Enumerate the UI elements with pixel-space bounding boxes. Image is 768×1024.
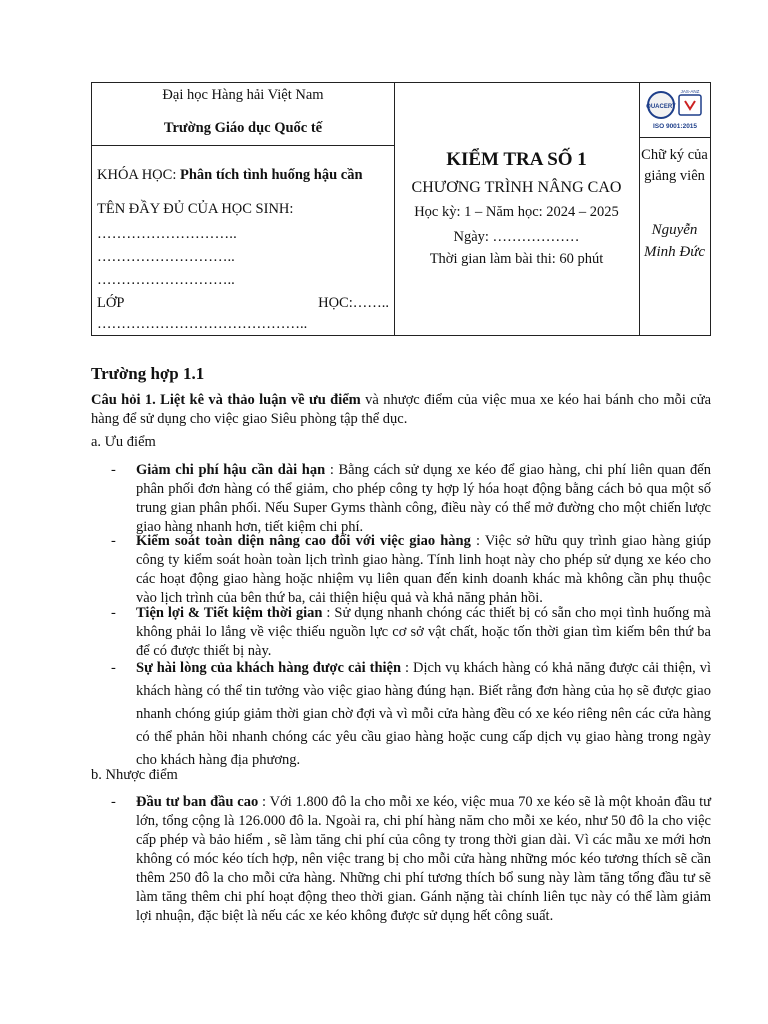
item-title: Tiện lợi & Tiết kiệm thời gian: [136, 605, 323, 621]
student-name-label: TÊN ĐẦY ĐỦ CỦA HỌC SINH:: [97, 201, 294, 217]
exam-duration: Thời gian làm bài thi: 60 phút: [429, 251, 604, 267]
item-title: Đầu tư ban đầu cao: [136, 794, 259, 810]
student-name-blank: ………………………..: [97, 249, 235, 265]
exam-date: Ngày: ………………: [453, 229, 580, 245]
item-text: : Với 1.800 đô la cho mỗi xe kéo, việc mua 70 xe kéo sẽ là một khoản đầu tư lớn, tổng cộng là 126.000 đô la. Ngoài ra, chi phí hàng năm cho mỗi xe kéo, như 50 đô la cho việc cấp phép và bảo hiểm , sẽ làm tăng chi phí của công ty trong thời gian dài. Vì các mẫu xe mới hơn không có móc kéo tích hợp, nên việc trang bị cho mỗi cửa hàng những móc kéo tương thích sẽ cần thêm 250 đô la cho mỗi cửa hàng. Những chi phí tương thích bổ sung này làm tăng tổng đầu tư sẽ làm tăng thêm chi phí hoạt động theo thời gian. Gánh nặng tài chính liên tục này có thể làm giảm lợi nhuận, đặc biệt là nếu các xe kéo không được sử dụng hết công suất.: [136, 794, 711, 924]
bullet-dash: -: [111, 462, 116, 478]
signature-label: Chữ ký của giảng viên: [641, 147, 708, 184]
table-divider: [639, 83, 640, 335]
lecturer-name: Nguyễn Minh Đức: [643, 222, 706, 260]
exam-title: KIỂM TRA SỐ 1: [446, 149, 587, 170]
item-text: : Bằng cách sử dụng xe kéo để giao hàng, chi phí liên quan đến phân phối đơn hàng có thể giảm, cho phép công ty hợp lý hóa hoạt động bằng cách bỏ qua một số trung gian phân phối. Nếu Super Gyms thành công, điều này có thể mở đường cho một chiến lược giao hàng nhanh hơn, tiết kiệm chi phí.: [136, 462, 711, 535]
logo-badge: JAS-ANZ: [680, 89, 700, 94]
case-title: Trường hợp 1.1: [91, 364, 205, 383]
term-info: Học kỳ: 1 – Năm học: 2024 – 2025: [414, 204, 619, 220]
student-name-blank: ………………………..: [97, 226, 237, 242]
course-line: [97, 165, 389, 185]
question-1: [91, 391, 711, 429]
course-label: KHÓA HỌC:: [97, 167, 180, 183]
class-label: LỚP: [97, 295, 125, 311]
question-bold: Câu hỏi 1. Liệt kê và thảo luận về ưu điểm: [91, 392, 361, 408]
bullet-dash: -: [111, 794, 116, 810]
item-title: Kiểm soát toàn diện nâng cao đối với việc giao hàng: [136, 533, 471, 549]
question-text: và nhược điểm của việc mua xe kéo hai bánh cho mỗi cửa hàng để sử dụng cho việc giao Siêu phòng tập thể dục.: [91, 392, 712, 427]
school-name: Trường Giáo dục Quốc tế: [163, 120, 323, 136]
certification-logo: [645, 87, 705, 131]
disadvantages-heading: b. Nhược điểm: [91, 767, 178, 783]
advantages-heading: a. Ưu điểm: [91, 434, 156, 450]
exam-header-table: [91, 82, 711, 336]
item-title: Sự hài lòng của khách hàng được cải thiện: [136, 660, 402, 676]
item-text: : Dịch vụ khách hàng có khả năng được cải thiện, vì khách hàng có thể tin tưởng vào việc giao hàng đúng hạn. Biết rằng đơn hàng của họ sẽ được giao nhanh chóng giúp giảm thời gian chờ đợi và vì mỗi cửa hàng đều có xe kéo riêng nên các cửa hàng có thể phản hồi nhanh chóng các yêu cầu giao hàng hoặc cung cấp dịch vụ giao hàng trong ngày cho khách hàng địa phương.: [136, 660, 711, 768]
logo-text: QUACERT: [646, 104, 676, 110]
study-label: HỌC:……..: [318, 295, 389, 311]
class-blank: ……………………………………..: [97, 316, 308, 332]
program-name: CHƯƠNG TRÌNH NÂNG CAO: [411, 179, 622, 196]
item-text: : Sử dụng nhanh chóng các thiết bị có sẵn cho mọi tình huống mà không phải lo lắng về việc thiếu nguồn lực cơ sở vật chất, hoặc tốn thời gian tìm kiếm bên thứ ba để có được thiết bị này.: [136, 605, 711, 659]
item-text: : Việc sở hữu quy trình giao hàng giúp công ty kiểm soát hoàn toàn lịch trình giao hàng. Tính linh hoạt này cho phép sử dụng xe kéo cho các hoạt động giao hàng hoặc nhiệm vụ liên quan đến kinh doanh khác mà không cần phụ thuộc vào lịch trình của bên thứ ba, cải thiện hiệu quả và khả năng phản hồi.: [136, 533, 711, 606]
table-divider: [92, 145, 394, 146]
logo-subtext: ISO 9001:2015: [652, 123, 698, 130]
item-title: Giảm chi phí hậu cần dài hạn: [136, 462, 326, 478]
bullet-dash: -: [111, 605, 116, 621]
course-name: Phân tích tình huống hậu cần: [179, 167, 363, 183]
university-name: Đại học Hàng hải Việt Nam: [162, 87, 324, 103]
bullet-dash: -: [111, 533, 116, 549]
student-name-blank: ………………………..: [97, 272, 235, 288]
table-divider: [639, 137, 710, 138]
bullet-dash: -: [111, 660, 116, 676]
